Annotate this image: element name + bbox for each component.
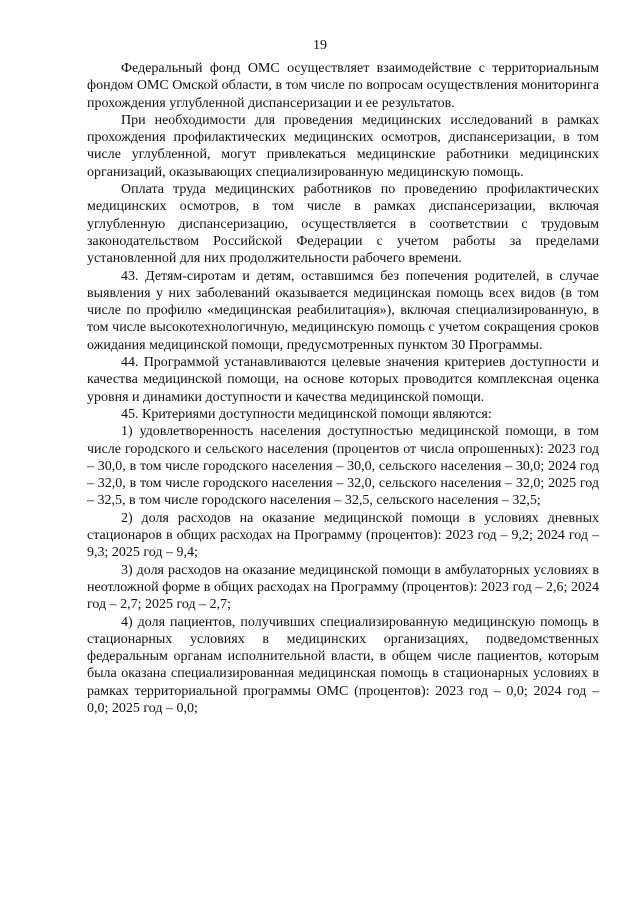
criterion-3-outpatient-urgent-share: 3) доля расходов на оказание медицинской помощи в амбулаторных условиях в неотложной форме в общих расходах на Программу (процентов): 2023 год – 2,6; 2024 год – 2,7; 2025 год – 2,7; — [87, 562, 599, 613]
paragraph-ffoms-interaction: Федеральный фонд ОМС осуществляет взаимодействие с территориальным фондом ОМС Омской области, в том числе по вопросам осуществления мониторинга прохождения углубленной диспансеризации и ее результатов. — [87, 61, 599, 111]
criterion-1-satisfaction: 1) удовлетворенность населения доступностью медицинской помощи, в том числе городского и сельского населения (процентов от числа опрошенных): 2023 год – 30,0, в том числе городского населения – 30,0, сельского населения – 30,0; 2024 год – 32,0, в том числе городского населения – 32,0, сельского населения – 32,0; 2025 год – 32,5, в том числе городского населения – 32,5, сельского населения – 32,5; — [87, 424, 599, 509]
page-number: 19 — [313, 38, 327, 53]
criterion-2-day-hospital-share: 2) доля расходов на оказание медицинской помощи в условиях дневных стационаров в общих расходах на Программу (процентов): 2023 год – 9,2; 2024 год – 9,3; 2025 год – 9,4; — [87, 510, 599, 561]
paragraph-item-45: 45. Критериями доступности медицинской помощи являются: — [121, 406, 492, 422]
paragraph-item-44: 44. Программой устанавливаются целевые значения критериев доступности и качества медицинской помощи, на основе которых проводится комплексная оценка уровня и динамики доступности и качества медицинской помощи. — [87, 355, 599, 405]
document-body — [87, 60, 599, 717]
paragraph-specialists-involvement: При необходимости для проведения медицинских исследований в рамках прохождения профилактических медицинских осмотров, диспансеризации, в том числе углубленной, могут привлекаться медицинские работники медицинских организаций, оказывающих специализированную медицинскую помощь. — [87, 112, 599, 180]
criterion-4-federal-specialized-share: 4) доля пациентов, получивших специализированную медицинскую помощь в стационарных условиях в медицинских организациях, подведомственных федеральным органам исполнительной власти, в общем числе пациентов, которым была оказана специализированная медицинская помощь в стационарных условиях в рамках территориальной программы ОМС (процентов): 2023 год – 0,0; 2024 год – 0,0; 2025 год – 0,0; — [87, 614, 599, 716]
paragraph-labor-payment: Оплата труда медицинских работников по проведению профилактических медицинских осмотров, в том числе в рамках диспансеризации, включая углубленную диспансеризацию, осуществляется в соответствии с трудовым законодательством Российской Федерации с учетом работы за пределами установленной для них продолжительности рабочего времени. — [87, 182, 599, 267]
paragraph-item-43: 43. Детям-сиротам и детям, оставшимся без попечения родителей, в случае выявления у них заболеваний оказывается медицинская помощь всех видов (в том числе по профилю «медицинская реабилитация»), включая специализированную, в том числе высокотехнологичную, медицинскую помощь с учетом сокращения сроков ожидания медицинской помощи, предусмотренных пунктом 30 Программы. — [87, 268, 599, 353]
